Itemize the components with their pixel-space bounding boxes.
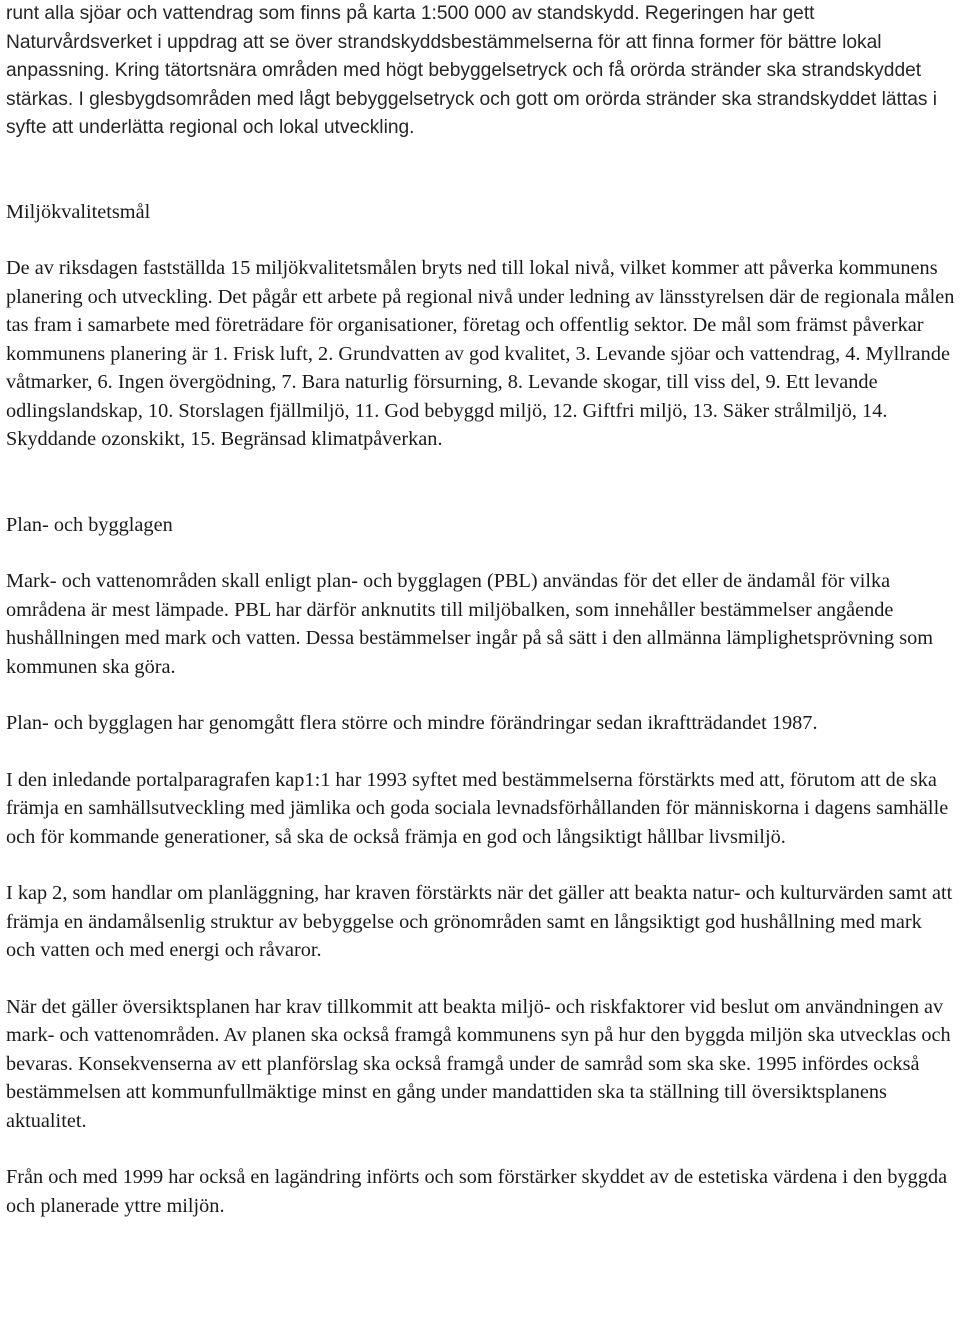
pbl-paragraph-3: I den inledande portalparagrafen kap1:1 har 1993 syftet med bestämmelserna förstärkts med att, förutom att de ska främja en samhällsutveckling med jämlika och goda sociala levnadsförhållanden för människorna i dagens samhälle och för kommande generationer, så ska de också främja en god och långsiktigt hållbar livsmiljö. bbox=[6, 768, 949, 848]
miljokvalitetsmal-paragraph: De av riksdagen fastställda 15 miljökvalitetsmålen bryts ned till lokal nivå, vilket kommer att påverka kommunens planering och utveckling. Det pågår ett arbete på regional nivå under ledning av länsstyrelsen där de regionala målen tas fram i samarbete med företrädare för organisationer, företag och offentlig sektor. De mål som främst påverkar kommunens planering är 1. Frisk luft, 2. Grundvatten av god kvalitet, 3. Levande sjöar och vattendrag, 4. Myllrande våtmarker, 6. Ingen övergödning, 7. Bara naturlig försurning, 8. Levande skogar, till viss del, 9. Ett levande odlingslandskap, 10. Storslagen fjällmiljö, 11. God bebyggd miljö, 12. Giftfri miljö, 13. Säker strålmiljö, 14. Skyddande ozonskikt, 15. Begränsad klimatpåverkan. bbox=[6, 257, 955, 450]
intro-paragraph: runt alla sjöar och vattendrag som finns på karta 1:500 000 av standskydd. Regeringen har gett Naturvårdsverket i uppdrag att se över strandskyddsbestämmelserna för att finna former för bättre lokal anpassning. Kring tätortsnära områden med högt bebyggelsetryck och få orörda stränder ska strandskyddet stärkas. I glesbygdsområden med lågt bebyggelsetryck och gott om orörda stränder ska strandskyddet lättas i syfte att underlätta regional och lokal utveckling. bbox=[6, 3, 938, 138]
pbl-paragraph-4: I kap 2, som handlar om planläggning, har kraven förstärkts när det gäller att beakta natur- och kulturvärden samt att främja en ändamålsenlig struktur av bebyggelse och grönområden samt en långsiktigt god hushållning med mark och vatten och med energi och råvaror. bbox=[6, 882, 953, 961]
section-heading-plan-och-bygglagen: Plan- och bygglagen bbox=[6, 513, 173, 536]
pbl-paragraph-1: Mark- och vattenområden skall enligt plan- och bygglagen (PBL) användas för det eller de ändamål för vilka områdena är mest lämpade. PBL har därför anknutits till miljöbalken, som innehåller bestämmelser angående hushållningen med mark och vatten. Dessa bestämmelser ingår på så sätt i den allmänna lämplighetsprövning som kommunen ska göra. bbox=[6, 570, 934, 678]
pbl-paragraph-5: När det gäller översiktsplanen har krav tillkommit att beakta miljö- och riskfaktorer vid beslut om användningen av mark- och vattenområden. Av planen ska också framgå kommunens syn på hur den byggda miljön ska utvecklas och bevaras. Konsekvenserna av ett planförslag ska också framgå under de samråd som ska ske. 1995 infördes också bestämmelsen att kommunfullmäktige minst en gång under mandattiden ska ta ställning till översiktsplanens aktualitet. bbox=[6, 995, 951, 1132]
pbl-paragraph-6: Från och med 1999 har också en lagändring införts och som förstärker skyddet av de estetiska värdena i den byggda och planerade yttre miljön. bbox=[6, 1166, 948, 1217]
section-heading-miljokvalitetsmal: Miljökvalitetsmål bbox=[6, 200, 151, 223]
document-page bbox=[6, 0, 956, 1220]
pbl-paragraph-2: Plan- och bygglagen har genomgått flera större och mindre förändringar sedan ikraftträdandet 1987. bbox=[6, 712, 818, 734]
